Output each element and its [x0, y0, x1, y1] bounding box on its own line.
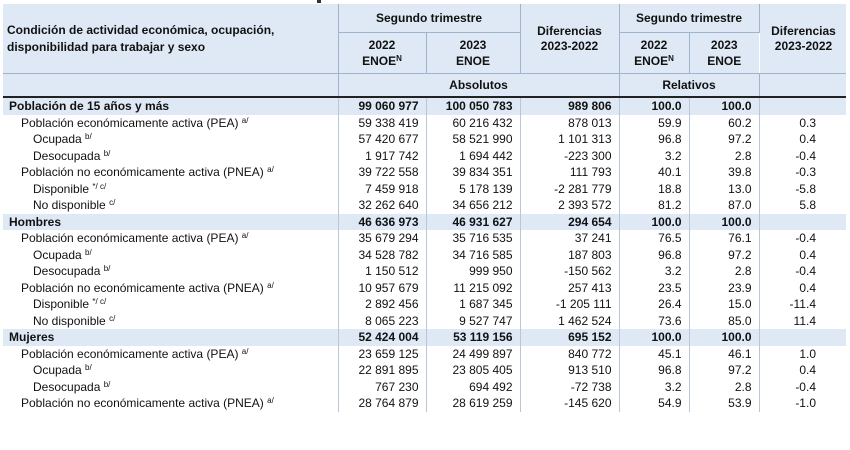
row-label: Mujeres — [3, 329, 338, 346]
value-2022: 99 060 977 — [338, 97, 426, 115]
value-2023: 23 805 405 — [426, 362, 520, 379]
difference: 840 772 — [520, 346, 619, 363]
relative-2023: 2.8 — [689, 379, 759, 396]
year-2023-header: 2023 ENOE — [426, 33, 520, 74]
value-2022: 8 065 223 — [338, 313, 426, 330]
table-row — [3, 230, 846, 247]
relative-2022: 73.6 — [619, 313, 689, 330]
year-2022-relative-header: 2022 $ENOE^N$ — [619, 33, 689, 74]
footnote-marker: a/ — [241, 231, 249, 241]
value-2022: 46 636 973 — [338, 214, 426, 231]
difference: -145 620 — [520, 395, 619, 412]
condition-header: Condición de actividad económica, ocupación, disponibilidad para trabajar y sexo — [3, 4, 338, 74]
relativos-label: Relativos — [619, 74, 759, 98]
row-label: Hombres — [3, 214, 338, 231]
relative-2023: 23.9 — [689, 280, 759, 297]
value-2022: 35 679 294 — [338, 230, 426, 247]
relative-2023: 87.0 — [689, 197, 759, 214]
difference-header-relative: Diferencias 2023-2022 — [759, 4, 846, 74]
footnote-marker: b/ — [103, 148, 111, 158]
value-2023: 34 656 212 — [426, 197, 520, 214]
row-label: Población de 15 años y más — [3, 97, 338, 115]
row-label: Población no económicamente activa (PNEA) $^{a/}$ — [3, 395, 338, 412]
footnote-marker: a/ — [241, 115, 249, 125]
row-label: Población económicamente activa (PEA) $^{a/}$ — [3, 115, 338, 132]
value-2023: 24 499 897 — [426, 346, 520, 363]
relative-2023: 2.8 — [689, 263, 759, 280]
value-2023: 35 716 535 — [426, 230, 520, 247]
relative-difference: 0.4 — [799, 247, 816, 262]
value-2023: 58 521 990 — [426, 131, 520, 148]
table-row — [3, 197, 846, 214]
value-2022: 23 659 125 — [338, 346, 426, 363]
footnote-marker: c/ — [109, 313, 116, 323]
relative-2022: 45.1 — [619, 346, 689, 363]
relative-2022: 59.9 — [619, 115, 689, 132]
year-2023-relative-header: 2023 ENOE — [689, 33, 759, 74]
table-row — [3, 280, 846, 297]
relative-2022: 40.1 — [619, 164, 689, 181]
relative-difference: -0.4 — [795, 379, 816, 394]
relative-2022: 81.2 — [619, 197, 689, 214]
relative-2022: 96.8 — [619, 362, 689, 379]
labor-statistics-table — [3, 4, 846, 412]
relative-difference: -11.4 — [789, 297, 816, 312]
difference: -2 281 779 — [520, 181, 619, 198]
footnote-marker: */ c/ — [92, 297, 107, 307]
value-2023: 28 619 259 — [426, 395, 520, 412]
relative-difference: 0.3 — [799, 115, 816, 130]
table-row — [3, 164, 846, 181]
table-row — [3, 263, 846, 280]
row-label: Disponible $^{*/ c/}$ — [3, 181, 338, 198]
difference: 878 013 — [520, 115, 619, 132]
relative-2023: 15.0 — [689, 296, 759, 313]
difference: 187 803 — [520, 247, 619, 264]
year-2022-header: 2022 $ENOE^N$ — [338, 33, 426, 74]
relative-difference — [759, 214, 846, 231]
difference: -1 205 111 — [520, 296, 619, 313]
relative-2023: 97.2 — [689, 131, 759, 148]
absolutos-label: Absolutos — [338, 74, 619, 98]
table-header — [3, 4, 846, 97]
footnote-marker: b/ — [85, 132, 92, 142]
difference: 1 462 524 — [520, 313, 619, 330]
top-mark — [317, 0, 321, 3]
relative-difference: -0.4 — [795, 148, 816, 163]
relative-2023: 100.0 — [689, 97, 759, 115]
row-label: Población no económicamente activa (PNEA) $^{a/}$ — [3, 280, 338, 297]
table-row — [3, 346, 846, 363]
row-label: Población económicamente activa (PEA) $^{a/}$ — [3, 230, 338, 247]
difference: -223 300 — [520, 148, 619, 165]
relative-difference: 0.4 — [799, 280, 816, 295]
table-group-row — [3, 97, 846, 115]
relative-2023: 100.0 — [689, 329, 759, 346]
relative-2023: 100.0 — [689, 214, 759, 231]
value-2022: 28 764 879 — [338, 395, 426, 412]
relative-2022: 18.8 — [619, 181, 689, 198]
difference: 913 510 — [520, 362, 619, 379]
relative-difference: -1.0 — [795, 396, 816, 411]
value-2023: 5 178 139 — [426, 181, 520, 198]
value-2022: 10 957 679 — [338, 280, 426, 297]
difference-header-absolute: Diferencias 2023-2022 — [520, 4, 619, 74]
difference: 2 393 572 — [520, 197, 619, 214]
relative-difference: -0.4 — [795, 231, 816, 246]
footnote-marker: b/ — [103, 379, 111, 389]
relative-2023: 60.2 — [689, 115, 759, 132]
relative-2023: 76.1 — [689, 230, 759, 247]
row-label: Ocupada $^{b/}$ — [3, 247, 338, 264]
table-group-row — [3, 329, 846, 346]
footnote-marker: b/ — [103, 264, 111, 274]
table-body — [3, 97, 846, 412]
difference: 1 101 313 — [520, 131, 619, 148]
value-2022: 1 150 512 — [338, 263, 426, 280]
value-2023: 1 687 345 — [426, 296, 520, 313]
table-row — [3, 181, 846, 198]
footnote-marker: a/ — [241, 346, 249, 356]
relative-difference: -0.4 — [795, 264, 816, 279]
value-2022: 59 338 419 — [338, 115, 426, 132]
difference: 111 793 — [520, 164, 619, 181]
row-label: Población económicamente activa (PEA) $^{a/}$ — [3, 346, 338, 363]
relative-difference — [759, 329, 846, 346]
value-2022: 7 459 918 — [338, 181, 426, 198]
value-2023: 694 492 — [426, 379, 520, 396]
value-2022: 2 892 456 — [338, 296, 426, 313]
relative-difference: -0.3 — [795, 165, 816, 180]
footnote-marker: a/ — [267, 165, 274, 175]
table-row — [3, 362, 846, 379]
footnote-marker: */ c/ — [92, 181, 107, 191]
value-2022: 32 262 640 — [338, 197, 426, 214]
table-group-row — [3, 214, 846, 231]
value-2023: 34 716 585 — [426, 247, 520, 264]
value-2022: 39 722 558 — [338, 164, 426, 181]
footnote-marker: a/ — [267, 396, 274, 406]
relative-difference: 11.4 — [793, 313, 816, 328]
table-row — [3, 379, 846, 396]
relative-2023: 46.1 — [689, 346, 759, 363]
relative-2022: 100.0 — [619, 329, 689, 346]
period-header-relative: Segundo trimestre — [619, 4, 759, 33]
table-row — [3, 131, 846, 148]
value-2022: 22 891 895 — [338, 362, 426, 379]
units-blank — [3, 74, 338, 98]
value-2023: 39 834 351 — [426, 164, 520, 181]
value-2022: 1 917 742 — [338, 148, 426, 165]
period-header-absolute: Segundo trimestre — [338, 4, 520, 33]
value-2022: 767 230 — [338, 379, 426, 396]
table-row — [3, 313, 846, 330]
row-label: Ocupada $^{b/}$ — [3, 131, 338, 148]
row-label: Disponible $^{*/ c/}$ — [3, 296, 338, 313]
relative-2022: 3.2 — [619, 379, 689, 396]
relative-difference: -5.8 — [795, 181, 816, 196]
row-label: Ocupada $^{b/}$ — [3, 362, 338, 379]
relative-2022: 26.4 — [619, 296, 689, 313]
relative-2022: 3.2 — [619, 263, 689, 280]
relative-difference: 1.0 — [799, 346, 816, 361]
footnote-marker: c/ — [109, 198, 116, 208]
relative-2022: 54.9 — [619, 395, 689, 412]
difference: -150 562 — [520, 263, 619, 280]
value-2023: 46 931 627 — [426, 214, 520, 231]
relative-difference — [759, 97, 846, 115]
footnote-marker: a/ — [267, 280, 274, 290]
relative-difference: 0.4 — [799, 132, 816, 147]
relative-difference: 0.4 — [799, 363, 816, 378]
relative-2022: 3.2 — [619, 148, 689, 165]
relative-2022: 100.0 — [619, 97, 689, 115]
footnote-marker: b/ — [85, 247, 92, 257]
difference: 989 806 — [520, 97, 619, 115]
relative-2022: 76.5 — [619, 230, 689, 247]
row-label: Población no económicamente activa (PNEA) $^{a/}$ — [3, 164, 338, 181]
difference: 695 152 — [520, 329, 619, 346]
value-2023: 60 216 432 — [426, 115, 520, 132]
table-row — [3, 395, 846, 412]
table-row — [3, 148, 846, 165]
units-blank-right — [759, 74, 846, 98]
value-2023: 11 215 092 — [426, 280, 520, 297]
value-2022: 52 424 004 — [338, 329, 426, 346]
row-label: No disponible $^{c/}$ — [3, 197, 338, 214]
value-2023: 53 119 156 — [426, 329, 520, 346]
relative-2023: 53.9 — [689, 395, 759, 412]
relative-2022: 100.0 — [619, 214, 689, 231]
value-2023: 100 050 783 — [426, 97, 520, 115]
relative-2023: 97.2 — [689, 362, 759, 379]
value-2023: 9 527 747 — [426, 313, 520, 330]
table-row — [3, 296, 846, 313]
row-label: Desocupada $^{b/}$ — [3, 379, 338, 396]
relative-2022: 96.8 — [619, 131, 689, 148]
table-row — [3, 247, 846, 264]
relative-2022: 23.5 — [619, 280, 689, 297]
relative-2023: 39.8 — [689, 164, 759, 181]
value-2023: 1 694 442 — [426, 148, 520, 165]
relative-difference: 5.8 — [799, 198, 816, 213]
row-label: Desocupada $^{b/}$ — [3, 263, 338, 280]
difference: 257 413 — [520, 280, 619, 297]
value-2023: 999 950 — [426, 263, 520, 280]
relative-2022: 96.8 — [619, 247, 689, 264]
value-2022: 57 420 677 — [338, 131, 426, 148]
row-label: No disponible $^{c/}$ — [3, 313, 338, 330]
difference: -72 738 — [520, 379, 619, 396]
table-row — [3, 115, 846, 132]
relative-2023: 13.0 — [689, 181, 759, 198]
relative-2023: 2.8 — [689, 148, 759, 165]
difference: 37 241 — [520, 230, 619, 247]
footnote-marker: b/ — [85, 363, 92, 373]
value-2022: 34 528 782 — [338, 247, 426, 264]
relative-2023: 97.2 — [689, 247, 759, 264]
difference: 294 654 — [520, 214, 619, 231]
relative-2023: 85.0 — [689, 313, 759, 330]
row-label: Desocupada $^{b/}$ — [3, 148, 338, 165]
